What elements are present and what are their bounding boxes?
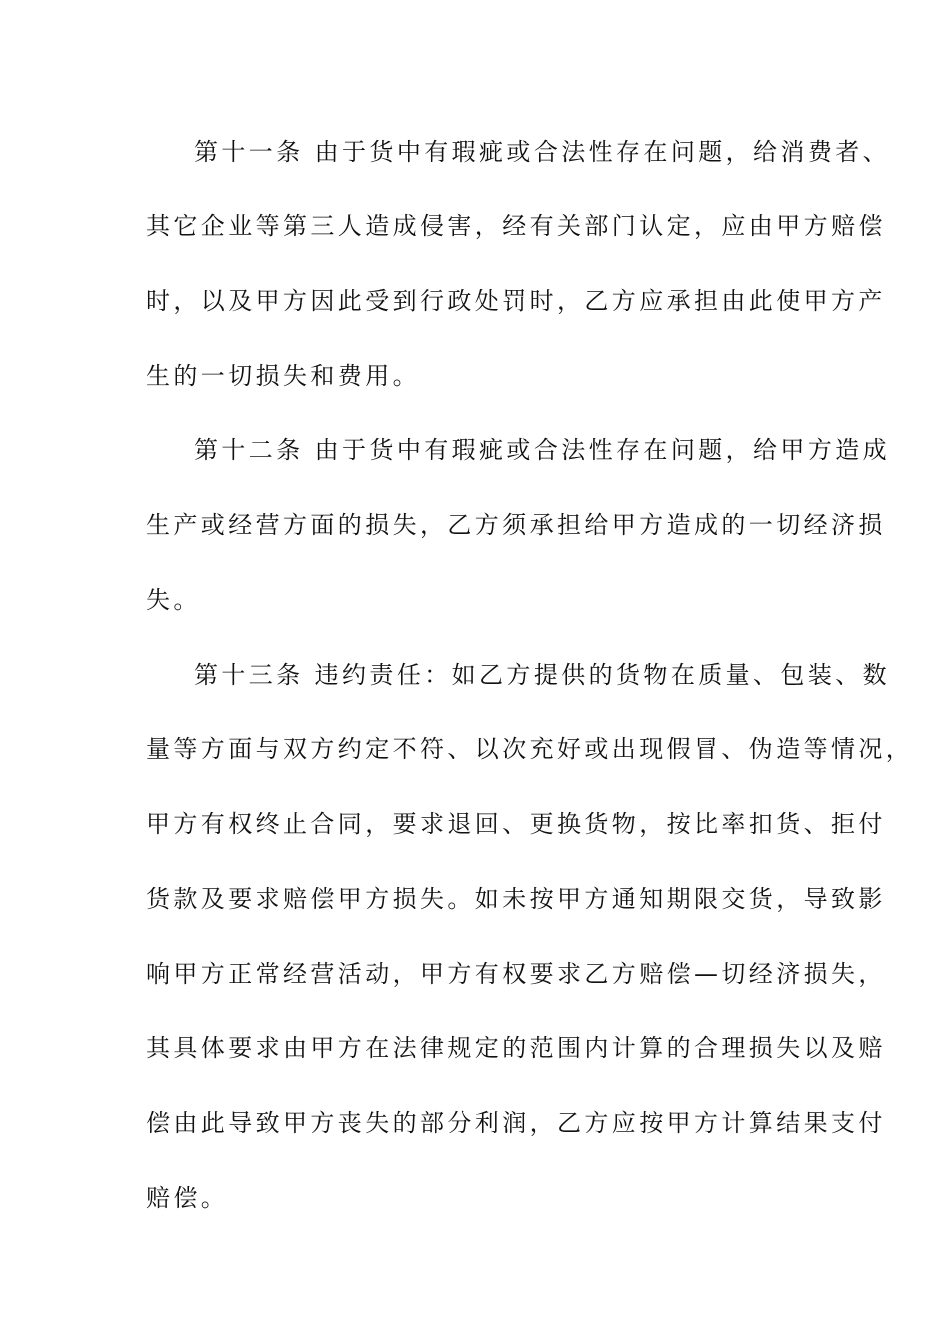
article-12-line-1: 第十二条 由于货中有瑕疵或合法性存在问题，给甲方造成 — [194, 436, 891, 464]
article-11-line-2: 其它企业等第三人造成侵害，经有关部门认定，应由甲方赔偿 — [146, 212, 886, 240]
article-13-line-6: 其具体要求由甲方在法律规定的范围内计算的合理损失以及赔 — [146, 1034, 886, 1062]
article-13-line-4: 货款及要求赔偿甲方损失。如未按甲方通知期限交货，导致影 — [146, 885, 886, 913]
article-12-line-2: 生产或经营方面的损失，乙方须承担给甲方造成的一切经济损 — [146, 511, 886, 539]
article-12-line-3: 失。 — [146, 586, 201, 614]
article-11-line-4: 生的一切损失和费用。 — [146, 362, 420, 390]
article-13-line-5: 响甲方正常经营活动，甲方有权要求乙方赔偿—切经济损失， — [146, 960, 886, 988]
article-13-line-2: 量等方面与双方约定不符、以次充好或出现假冒、伪造等情况， — [146, 735, 914, 763]
article-11-line-1: 第十一条 由于货中有瑕疵或合法性存在问题，给消费者、 — [194, 138, 891, 166]
article-13-line-7: 偿由此导致甲方丧失的部分利润，乙方应按甲方计算结果支付 — [146, 1109, 886, 1137]
article-13-line-8: 赔偿。 — [146, 1184, 229, 1212]
article-13-line-3: 甲方有权终止合同，要求退回、更换货物，按比率扣货、拒付 — [146, 810, 886, 838]
article-13-line-1: 第十三条 违约责任：如乙方提供的货物在质量、包装、数 — [194, 661, 891, 689]
article-11-line-3: 时，以及甲方因此受到行政处罚时，乙方应承担由此使甲方产 — [146, 287, 886, 315]
